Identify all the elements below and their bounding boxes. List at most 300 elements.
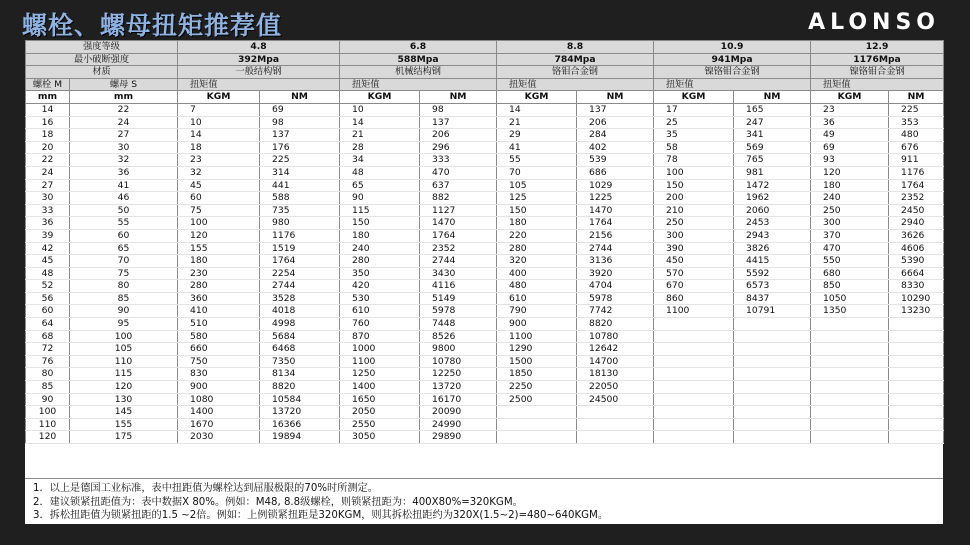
table-cell: 686 [577,166,654,179]
table-cell: 30 [70,141,178,154]
table-row [26,129,944,142]
table-cell: 680 [811,267,889,280]
grade-value: 12.9 [811,41,944,54]
table-cell: 35 [654,129,734,142]
table-cell: 350 [340,267,420,280]
table-cell [889,406,944,419]
table-cell: 120 [70,381,178,394]
table-cell: 735 [260,204,340,217]
table-cell [654,343,734,356]
table-cell: 46 [70,192,178,205]
table-cell: 10791 [734,305,811,318]
table-cell [811,418,889,431]
table-cell: 676 [889,141,944,154]
table-cell [811,406,889,419]
table-row [26,381,944,394]
header-row-grade [26,41,944,54]
unit-nm: NM [889,91,944,104]
table-cell: 830 [178,368,260,381]
table-cell: 1850 [497,368,577,381]
table-cell: 2744 [420,255,497,268]
table-cell: 3626 [889,229,944,242]
header-row-material [26,66,944,79]
material-value: 一般结构钢 [178,66,340,79]
header-row-torque [26,78,944,91]
table-cell: 130 [70,393,178,406]
table-cell: 220 [497,229,577,242]
table-cell: 2500 [497,393,577,406]
table-cell [734,318,811,331]
table-cell: 137 [577,103,654,116]
table-cell [734,406,811,419]
table-cell [889,393,944,406]
table-cell: 45 [26,255,70,268]
header-row-units [26,91,944,104]
table-cell: 120 [811,166,889,179]
table-cell: 41 [497,141,577,154]
note-line: 3．拆松扭距值为锁紧扭距的1.5 ~2倍。例如：上例锁紧扭距是320KGM，则其拆松扭距约为320X(1.5~2)=480~640KGM。 [33,510,609,521]
table-cell: 49 [811,129,889,142]
table-cell: 247 [734,116,811,129]
note-line: 2．建议锁紧扭距值为：表中数据X 80%。例如：M48, 8.8级螺栓，则锁紧扭距为：400X80%=320KGM。 [33,496,523,508]
table-cell [811,368,889,381]
table-cell: 29 [497,129,577,142]
table-cell: 7350 [260,355,340,368]
table-cell [734,418,811,431]
table-cell: 93 [811,154,889,167]
table-cell: 1670 [178,418,260,431]
table-row [26,166,944,179]
table-cell: 210 [654,204,734,217]
table-cell: 1472 [734,179,811,192]
table-cell: 100 [70,330,178,343]
table-cell: 78 [654,154,734,167]
table-cell: 3136 [577,255,654,268]
table-cell: 539 [577,154,654,167]
strength-value: 1176Mpa [811,53,944,66]
table-cell: 240 [340,242,420,255]
page-title: 螺栓、螺母扭矩推荐值 [22,11,283,40]
table-cell: 10584 [260,393,340,406]
table-row [26,431,944,444]
table-cell: 60 [70,229,178,242]
table-cell: 12642 [577,343,654,356]
table-cell: 32 [70,154,178,167]
table-cell [654,406,734,419]
table-cell: 90 [70,305,178,318]
table-cell: 1000 [340,343,420,356]
grade-label: 强度等级 [26,41,178,54]
table-cell: 2156 [577,229,654,242]
table-cell: 145 [70,406,178,419]
table-cell: 1764 [889,179,944,192]
table-cell: 18 [26,129,70,142]
grade-value: 10.9 [654,41,811,54]
table-row [26,267,944,280]
table-cell [654,355,734,368]
table-cell: 5978 [577,292,654,305]
table-cell: 24500 [577,393,654,406]
table-cell: 4998 [260,318,340,331]
table-cell: 2352 [420,242,497,255]
table-cell [734,343,811,356]
strength-label: 最小破断强度 [26,53,178,66]
table-cell: 10780 [420,355,497,368]
unit-mm: mm [26,91,70,104]
table-cell: 23 [178,154,260,167]
table-cell: 5978 [420,305,497,318]
table-cell: 1350 [811,305,889,318]
table-cell: 60 [26,305,70,318]
table-cell: 2744 [577,242,654,255]
table-cell: 27 [70,129,178,142]
table-cell: 150 [497,204,577,217]
table-cell: 1500 [497,355,577,368]
table-cell: 441 [260,179,340,192]
table-cell: 75 [178,204,260,217]
table-cell [577,418,654,431]
table-cell: 69 [811,141,889,154]
unit-kgm: KGM [811,91,889,104]
table-cell: 300 [654,229,734,242]
table-cell: 52 [26,280,70,293]
table-row [26,393,944,406]
table-cell [497,418,577,431]
table-cell: 550 [811,255,889,268]
table-cell: 860 [654,292,734,305]
table-cell: 64 [26,318,70,331]
table-cell: 280 [178,280,260,293]
table-cell: 137 [420,116,497,129]
table-row [26,154,944,167]
table-cell: 6573 [734,280,811,293]
unit-kgm: KGM [178,91,260,104]
table-row [26,292,944,305]
table-cell [577,431,654,444]
table-cell: 5149 [420,292,497,305]
table-cell [734,368,811,381]
table-cell: 296 [420,141,497,154]
table-cell: 280 [340,255,420,268]
torque-label: 扭矩值 [178,78,340,91]
table-cell: 450 [654,255,734,268]
table-cell [654,381,734,394]
table-cell [889,330,944,343]
table-cell: 1470 [577,204,654,217]
table-cell: 95 [70,318,178,331]
table-cell: 36 [26,217,70,230]
table-row [26,103,944,116]
table-cell: 470 [811,242,889,255]
table-cell: 150 [654,179,734,192]
table-cell: 36 [70,166,178,179]
grade-value: 4.8 [178,41,340,54]
table-cell: 76 [26,355,70,368]
strength-value: 392Mpa [178,53,340,66]
bolt-label: 螺栓 M [26,78,70,91]
table-cell: 911 [889,154,944,167]
table-cell: 1050 [811,292,889,305]
table-cell: 3050 [340,431,420,444]
note-line: 1．以上是德国工业标准，表中扭距值为螺栓达到屈服极限的70%时所测定。 [33,483,378,494]
table-cell [654,368,734,381]
table-cell: 410 [178,305,260,318]
table-cell: 250 [654,217,734,230]
table-cell: 80 [26,368,70,381]
table-cell: 1519 [260,242,340,255]
table-cell: 58 [654,141,734,154]
table-cell: 70 [497,166,577,179]
table-cell: 72 [26,343,70,356]
table-cell: 402 [577,141,654,154]
table-cell [734,431,811,444]
material-label: 材质 [26,66,178,79]
strength-value: 784Mpa [497,53,654,66]
table-cell: 14 [26,103,70,116]
table-cell: 2940 [889,217,944,230]
table-cell: 22 [70,103,178,116]
table-cell: 10 [178,116,260,129]
table-cell: 25 [654,116,734,129]
table-cell [654,431,734,444]
table-cell: 55 [497,154,577,167]
table-cell: 10 [340,103,420,116]
table-row [26,418,944,431]
table-cell: 80 [70,280,178,293]
table-cell: 14 [340,116,420,129]
table-cell: 588 [260,192,340,205]
table-cell: 1400 [178,406,260,419]
table-cell: 41 [70,179,178,192]
table-cell: 120 [178,229,260,242]
table-cell: 33 [26,204,70,217]
table-cell: 105 [497,179,577,192]
table-cell: 175 [70,431,178,444]
table-cell: 1080 [178,393,260,406]
table-cell: 36 [811,116,889,129]
table-cell: 125 [497,192,577,205]
table-cell: 23 [811,103,889,116]
torque-label: 扭矩值 [497,78,654,91]
table-row [26,368,944,381]
unit-kgm: KGM [654,91,734,104]
table-cell: 10780 [577,330,654,343]
table-cell: 882 [420,192,497,205]
table-cell: 8820 [577,318,654,331]
table-row [26,141,944,154]
table-cell [889,368,944,381]
unit-mm: mm [70,91,178,104]
table-cell [811,431,889,444]
table-row [26,179,944,192]
table-cell [889,431,944,444]
table-cell: 10290 [889,292,944,305]
table-cell: 14 [497,103,577,116]
table-cell: 180 [178,255,260,268]
table-row [26,229,944,242]
unit-kgm: KGM [340,91,420,104]
table-cell: 240 [811,192,889,205]
brand-logo: ALONSO [808,10,940,35]
table-cell: 2050 [340,406,420,419]
table-cell: 85 [70,292,178,305]
table-cell: 660 [178,343,260,356]
table-row [26,343,944,356]
table-cell: 18 [178,141,260,154]
table-cell: 4116 [420,280,497,293]
table-row [26,116,944,129]
table-row [26,355,944,368]
table-cell: 480 [497,280,577,293]
table-cell: 370 [811,229,889,242]
table-cell: 8134 [260,368,340,381]
table-cell: 1100 [497,330,577,343]
table-cell [811,343,889,356]
table-cell: 765 [734,154,811,167]
material-value: 机械结构钢 [340,66,497,79]
table-cell: 137 [260,129,340,142]
table-cell: 48 [340,166,420,179]
table-cell: 4018 [260,305,340,318]
table-cell: 2352 [889,192,944,205]
table-cell: 1962 [734,192,811,205]
table-cell: 1127 [420,204,497,217]
material-value: 镍铬钼合金钢 [811,66,944,79]
table-row [26,305,944,318]
table-cell [654,393,734,406]
table-cell: 8330 [889,280,944,293]
table-cell: 1290 [497,343,577,356]
table-cell: 115 [340,204,420,217]
table-cell: 900 [497,318,577,331]
table-cell: 180 [811,179,889,192]
table-cell [889,343,944,356]
table-cell: 2060 [734,204,811,217]
strength-value: 941Mpa [654,53,811,66]
table-cell: 2250 [497,381,577,394]
table-cell: 320 [497,255,577,268]
table-cell: 250 [811,204,889,217]
table-cell: 18130 [577,368,654,381]
table-cell: 150 [340,217,420,230]
table-cell: 3826 [734,242,811,255]
table-cell [734,393,811,406]
table-cell: 12250 [420,368,497,381]
table-cell: 1176 [260,229,340,242]
nut-label: 螺母 S [70,78,178,91]
table-cell: 20 [26,141,70,154]
grade-value: 8.8 [497,41,654,54]
table-cell: 22050 [577,381,654,394]
unit-nm: NM [260,91,340,104]
table-cell: 115 [70,368,178,381]
table-cell: 6664 [889,267,944,280]
table-cell: 176 [260,141,340,154]
table-cell: 39 [26,229,70,242]
table-cell: 3528 [260,292,340,305]
table-cell: 390 [654,242,734,255]
table-cell: 100 [26,406,70,419]
table-cell: 60 [178,192,260,205]
table-cell: 1100 [340,355,420,368]
table-cell [497,406,577,419]
table-cell [577,406,654,419]
table-cell: 28 [340,141,420,154]
table-cell: 2744 [260,280,340,293]
table-cell: 360 [178,292,260,305]
table-cell: 1764 [577,217,654,230]
table-cell: 14700 [577,355,654,368]
table-cell: 8526 [420,330,497,343]
table-cell: 980 [260,217,340,230]
table-cell: 120 [26,431,70,444]
table-cell [811,330,889,343]
table-cell: 16170 [420,393,497,406]
table-cell: 7448 [420,318,497,331]
table-row [26,242,944,255]
table-cell: 333 [420,154,497,167]
table-row [26,192,944,205]
table-cell [811,355,889,368]
table-cell: 314 [260,166,340,179]
table-cell: 480 [889,129,944,142]
unit-kgm: KGM [497,91,577,104]
table-cell: 1764 [420,229,497,242]
table-cell: 510 [178,318,260,331]
table-cell [734,381,811,394]
table-cell: 5684 [260,330,340,343]
torque-table [25,40,944,444]
grade-value: 6.8 [340,41,497,54]
table-cell: 1650 [340,393,420,406]
table-cell: 5592 [734,267,811,280]
table-cell: 5390 [889,255,944,268]
material-value: 铬钼合金钢 [497,66,654,79]
table-cell: 610 [497,292,577,305]
torque-label: 扭矩值 [654,78,811,91]
table-cell [654,418,734,431]
unit-nm: NM [734,91,811,104]
table-cell: 48 [26,267,70,280]
table-cell: 400 [497,267,577,280]
table-cell: 100 [178,217,260,230]
table-cell: 42 [26,242,70,255]
table-cell [889,418,944,431]
table-cell: 284 [577,129,654,142]
table-cell: 27 [26,179,70,192]
table-cell: 4704 [577,280,654,293]
table-cell: 1470 [420,217,497,230]
table-cell: 206 [577,116,654,129]
table-cell: 155 [70,418,178,431]
table-cell: 45 [178,179,260,192]
table-cell [497,431,577,444]
table-cell: 580 [178,330,260,343]
table-cell: 870 [340,330,420,343]
table-cell: 420 [340,280,420,293]
table-cell: 75 [70,267,178,280]
table-row [26,255,944,268]
torque-label: 扭矩值 [340,78,497,91]
table-cell: 206 [420,129,497,142]
table-cell: 55 [70,217,178,230]
table-cell: 470 [420,166,497,179]
table-cell: 21 [497,116,577,129]
table-cell: 65 [70,242,178,255]
table-cell: 8437 [734,292,811,305]
table-cell: 2943 [734,229,811,242]
table-cell: 300 [811,217,889,230]
